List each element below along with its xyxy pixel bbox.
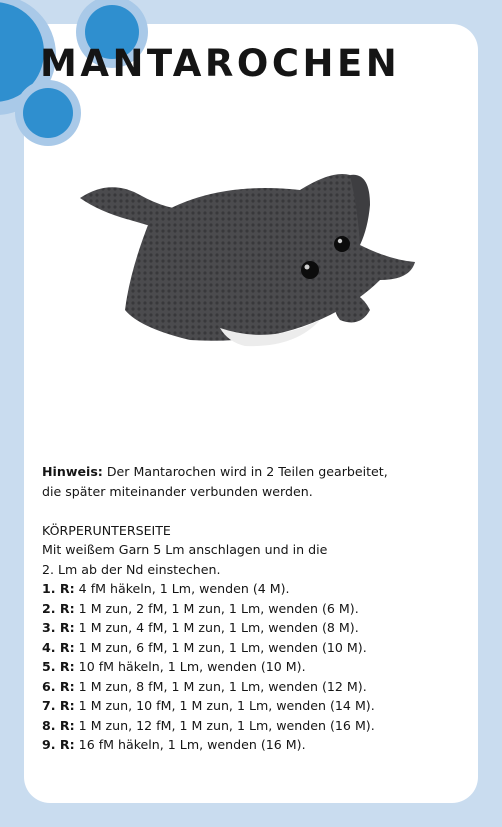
row-text: 10 fM häkeln, 1 Lm, wenden (10 M). bbox=[74, 659, 306, 674]
row-4 bbox=[42, 638, 472, 658]
bubbles-decoration bbox=[0, 0, 150, 170]
row-6 bbox=[42, 677, 472, 697]
hint-label: Hinweis: bbox=[42, 464, 103, 479]
section-intro-1: Mit weißem Garn 5 Lm anschlagen und in die bbox=[42, 542, 328, 557]
row-9 bbox=[42, 735, 472, 755]
manta-photo bbox=[70, 150, 430, 380]
row-label: 3. R: bbox=[42, 620, 75, 635]
row-label: 7. R: bbox=[42, 698, 75, 713]
row-text: 1 M zun, 12 fM, 1 M zun, 1 Lm, wenden (16 M). bbox=[74, 717, 375, 733]
row-label: 9. R: bbox=[42, 737, 75, 752]
row-5 bbox=[42, 657, 472, 677]
row-1 bbox=[42, 579, 472, 599]
row-text: 1 M zun, 6 fM, 1 M zun, 1 Lm, wenden (10 M). bbox=[74, 639, 367, 655]
hint-text: Der Mantarochen wird in 2 Teilen gearbeitet, bbox=[102, 464, 388, 479]
row-text: 1 M zun, 8 fM, 1 M zun, 1 Lm, wenden (12 M). bbox=[74, 678, 367, 694]
instructions-text bbox=[42, 462, 472, 755]
page-title: MANTAROCHEN bbox=[40, 42, 401, 85]
section-intro-2: 2. Lm ab der Nd einstechen. bbox=[42, 561, 221, 577]
hint-line-2: die später miteinander verbunden werden. bbox=[42, 483, 313, 499]
manta-eye-left bbox=[301, 261, 319, 279]
row-text: 1 M zun, 2 fM, 1 M zun, 1 Lm, wenden (6 M). bbox=[74, 600, 359, 616]
row-text: 4 fM häkeln, 1 Lm, wenden (4 M). bbox=[74, 581, 290, 596]
row-7 bbox=[42, 696, 472, 716]
row-text: 1 M zun, 10 fM, 1 M zun, 1 Lm, wenden (14 M). bbox=[74, 698, 375, 713]
row-label: 1. R: bbox=[42, 581, 75, 596]
manta-eye-right bbox=[334, 236, 350, 252]
row-3 bbox=[42, 618, 472, 638]
section-heading: KÖRPERUNTERSEITE bbox=[42, 522, 171, 538]
row-label: 2. R: bbox=[42, 600, 75, 616]
row-label: 6. R: bbox=[42, 678, 75, 694]
row-8 bbox=[42, 716, 472, 736]
row-text: 16 fM häkeln, 1 Lm, wenden (16 M). bbox=[74, 737, 306, 752]
hint-line bbox=[42, 462, 472, 482]
row-2 bbox=[42, 599, 472, 619]
row-label: 5. R: bbox=[42, 659, 75, 674]
row-label: 8. R: bbox=[42, 717, 75, 733]
row-text: 1 M zun, 4 fM, 1 M zun, 1 Lm, wenden (8 M). bbox=[74, 620, 359, 635]
row-label: 4. R: bbox=[42, 639, 75, 655]
